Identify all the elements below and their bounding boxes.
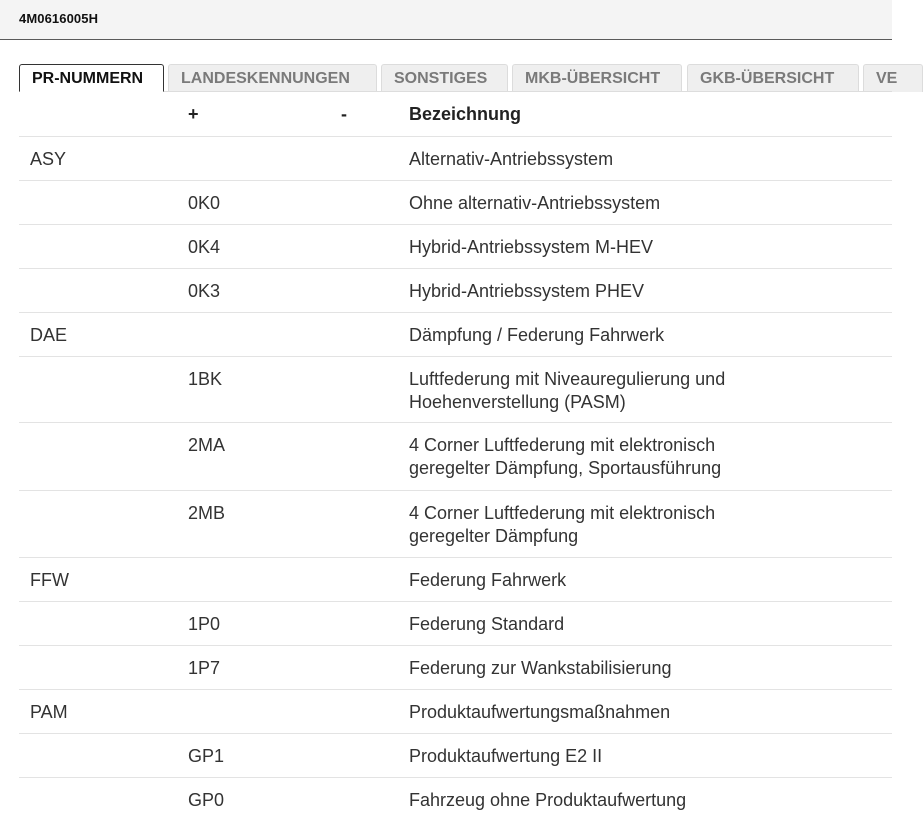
- title-bar: [0, 0, 892, 40]
- pr-numbers-table: [19, 92, 892, 822]
- family-code: PAM: [30, 702, 68, 722]
- description: Fahrzeug ohne Produktaufwertung: [409, 790, 687, 810]
- family-code: DAE: [30, 325, 68, 345]
- table-row[interactable]: [19, 423, 892, 491]
- family-code: FFW: [30, 570, 69, 590]
- description: Produktaufwertung E2 II: [409, 746, 603, 766]
- window-title: 4M0616005H: [19, 11, 99, 26]
- table-row[interactable]: [19, 357, 892, 423]
- description: Hybrid-Antriebssystem M-HEV: [409, 237, 654, 257]
- table-row[interactable]: [19, 181, 892, 225]
- table-row[interactable]: [19, 778, 892, 822]
- description: Alternativ-Antriebssystem: [409, 149, 614, 169]
- description: Hybrid-Antriebssystem PHEV: [409, 281, 645, 301]
- table-row[interactable]: [19, 491, 892, 558]
- tab-pr-nummern[interactable]: PR-NUMMERN: [19, 64, 164, 92]
- table-row[interactable]: [19, 137, 892, 181]
- pr-number: 0K4: [188, 237, 221, 257]
- description: Produktaufwertungsmaßnahmen: [409, 702, 671, 722]
- table-row[interactable]: [19, 646, 892, 690]
- tab-ve[interactable]: VE: [863, 64, 923, 92]
- table-row[interactable]: [19, 734, 892, 778]
- pr-number: 1BK: [188, 369, 223, 389]
- description: 4 Corner Luftfederung mit elektronisch geregelter Dämpfung, Sportausführung: [409, 435, 722, 478]
- table-row[interactable]: [19, 558, 892, 602]
- pr-number: GP1: [188, 746, 225, 766]
- table-header-row: [19, 92, 892, 137]
- pr-number: 1P7: [188, 658, 221, 678]
- tab-landeskennungen[interactable]: LANDESKENNUNGEN: [168, 64, 377, 92]
- tab-mkb-uebersicht[interactable]: MKB-ÜBERSICHT: [512, 64, 682, 92]
- tab-sonstiges[interactable]: SONSTIGES: [381, 64, 508, 92]
- description: 4 Corner Luftfederung mit elektronisch geregelter Dämpfung: [409, 503, 716, 546]
- table-row[interactable]: [19, 269, 892, 313]
- pr-number: 2MA: [188, 435, 226, 455]
- description: Federung zur Wankstabilisierung: [409, 658, 672, 678]
- header-plus: +: [188, 104, 199, 124]
- description: Ohne alternativ-Antriebssystem: [409, 193, 661, 213]
- pr-number: 1P0: [188, 614, 221, 634]
- description: Federung Fahrwerk: [409, 570, 567, 590]
- family-code: ASY: [30, 149, 67, 169]
- pr-number: 0K0: [188, 193, 221, 213]
- pr-number: 2MB: [188, 503, 226, 523]
- header-minus: -: [341, 104, 347, 124]
- tab-gkb-uebersicht[interactable]: GKB-ÜBERSICHT: [687, 64, 859, 92]
- description: Luftfederung mit Niveauregulierung und Hoehenverstellung (PASM): [409, 369, 726, 412]
- tab-bar: [19, 64, 919, 92]
- description: Dämpfung / Federung Fahrwerk: [409, 325, 665, 345]
- table-row[interactable]: [19, 313, 892, 357]
- table-row[interactable]: [19, 602, 892, 646]
- table-row[interactable]: [19, 690, 892, 734]
- description: Federung Standard: [409, 614, 565, 634]
- table-row[interactable]: [19, 225, 892, 269]
- header-description: Bezeichnung: [409, 104, 522, 124]
- pr-number: 0K3: [188, 281, 221, 301]
- pr-number: GP0: [188, 790, 225, 810]
